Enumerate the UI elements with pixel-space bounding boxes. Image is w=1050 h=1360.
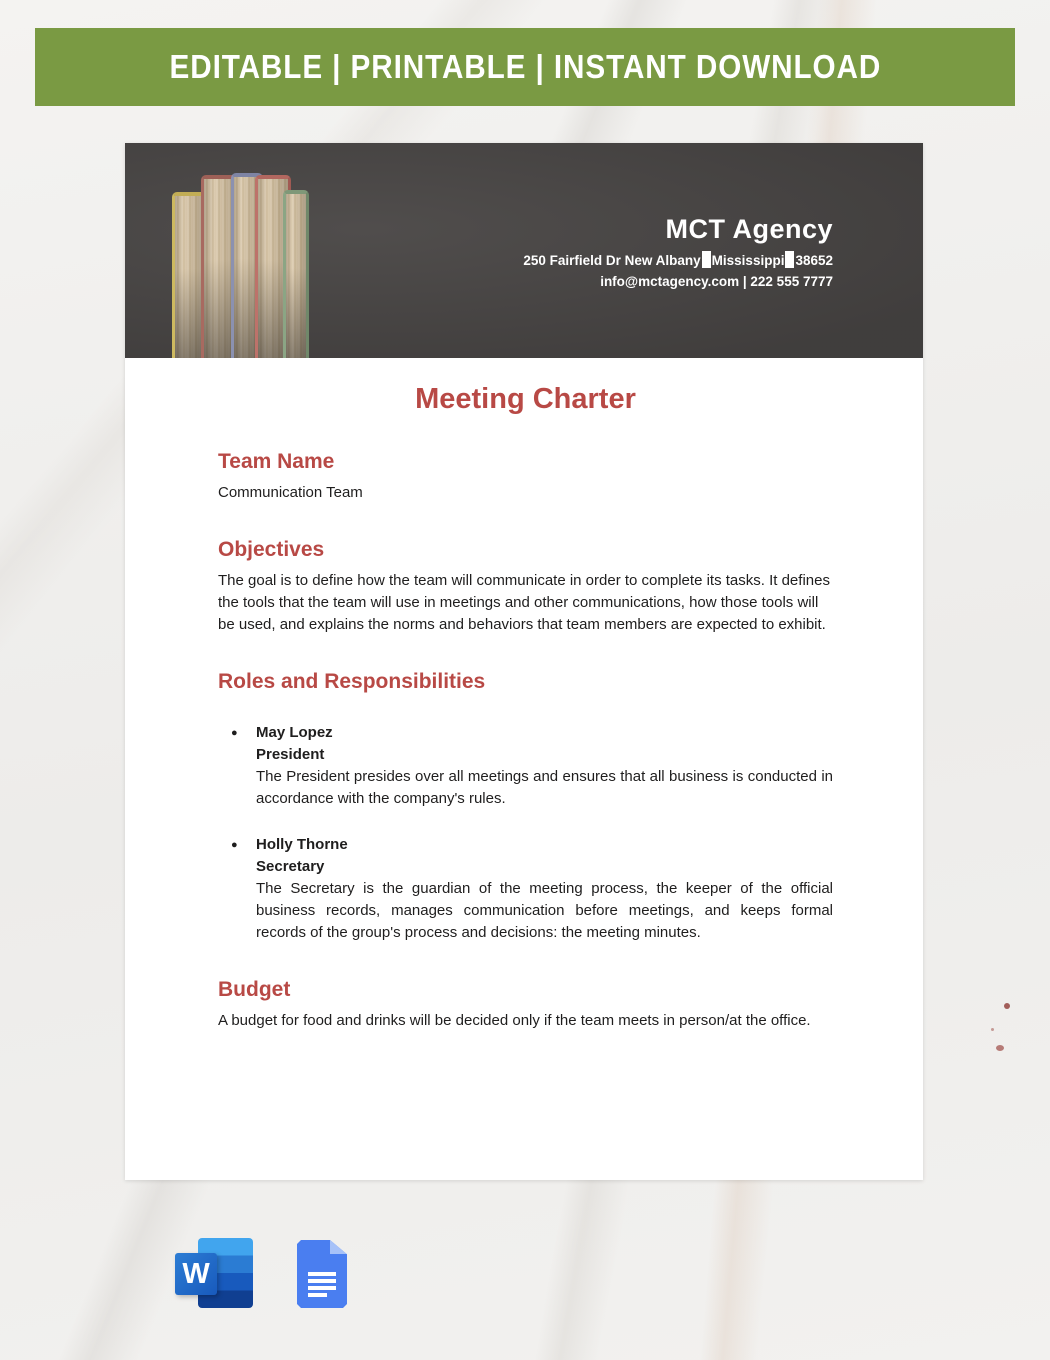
placeholder-block <box>702 251 711 268</box>
company-info <box>523 213 833 291</box>
role-description: The President presides over all meetings and ensures that all business is conducted in accordance with the company's rules. <box>256 768 833 807</box>
list-item <box>218 722 833 810</box>
document-header <box>125 143 923 358</box>
section-heading-budget: Budget <box>218 978 291 1001</box>
section-heading-roles: Roles and Responsibilities <box>218 670 486 693</box>
list-item <box>218 834 833 944</box>
book-spine-green <box>283 190 309 358</box>
role-job-title: President <box>256 746 325 763</box>
address-part: 38652 <box>795 253 833 268</box>
bullet-icon: ● <box>231 727 238 739</box>
role-content <box>256 834 833 944</box>
document-title: Meeting Charter <box>415 383 636 415</box>
role-description: The Secretary is the guardian of the meeting process, the keeper of the official business records, manages communication before meetings, and keeps formal records of the group's process and decisions: the meeting minutes. <box>256 880 833 941</box>
company-contact: info@mctagency.com | 222 555 7777 <box>600 274 833 289</box>
section-heading-objectives: Objectives <box>218 538 325 561</box>
marble-speck <box>991 1028 994 1031</box>
format-icons <box>175 1238 375 1310</box>
document-body <box>125 382 923 1032</box>
company-address <box>523 251 833 270</box>
bullet-icon: ● <box>231 839 238 851</box>
roles-list <box>218 722 833 944</box>
word-letter-badge: W <box>175 1253 217 1295</box>
books-photo <box>125 143 485 358</box>
document-preview <box>125 143 923 1180</box>
role-content <box>256 722 833 810</box>
promo-banner <box>35 28 1015 106</box>
role-person-name: Holly Thorne <box>256 836 348 853</box>
objectives-text: The goal is to define how the team will communicate in order to complete its tasks. It defines the tools that the team will use in meetings and other communications, how those tools will be used, and explains the norms and behaviors that team members are expected to exhibit. <box>218 572 830 633</box>
budget-text: A budget for food and drinks will be decided only if the team meets in person/at the office. <box>218 1012 811 1029</box>
address-part: Mississippi <box>711 253 785 268</box>
role-person-name: May Lopez <box>256 724 333 741</box>
company-name: MCT Agency <box>665 214 833 244</box>
gdocs-fold-corner <box>330 1240 347 1254</box>
google-docs-icon[interactable] <box>297 1240 347 1308</box>
marble-speck <box>996 1045 1004 1051</box>
role-job-title: Secretary <box>256 858 325 875</box>
team-name-value: Communication Team <box>218 484 363 501</box>
address-part: 250 Fairfield Dr New Albany <box>523 253 701 268</box>
placeholder-block <box>785 251 794 268</box>
section-heading-team-name: Team Name <box>218 450 335 473</box>
microsoft-word-icon[interactable] <box>175 1238 255 1308</box>
marble-speck <box>1004 1003 1010 1009</box>
promo-banner-text: EDITABLE | PRINTABLE | INSTANT DOWNLOAD <box>169 48 881 85</box>
